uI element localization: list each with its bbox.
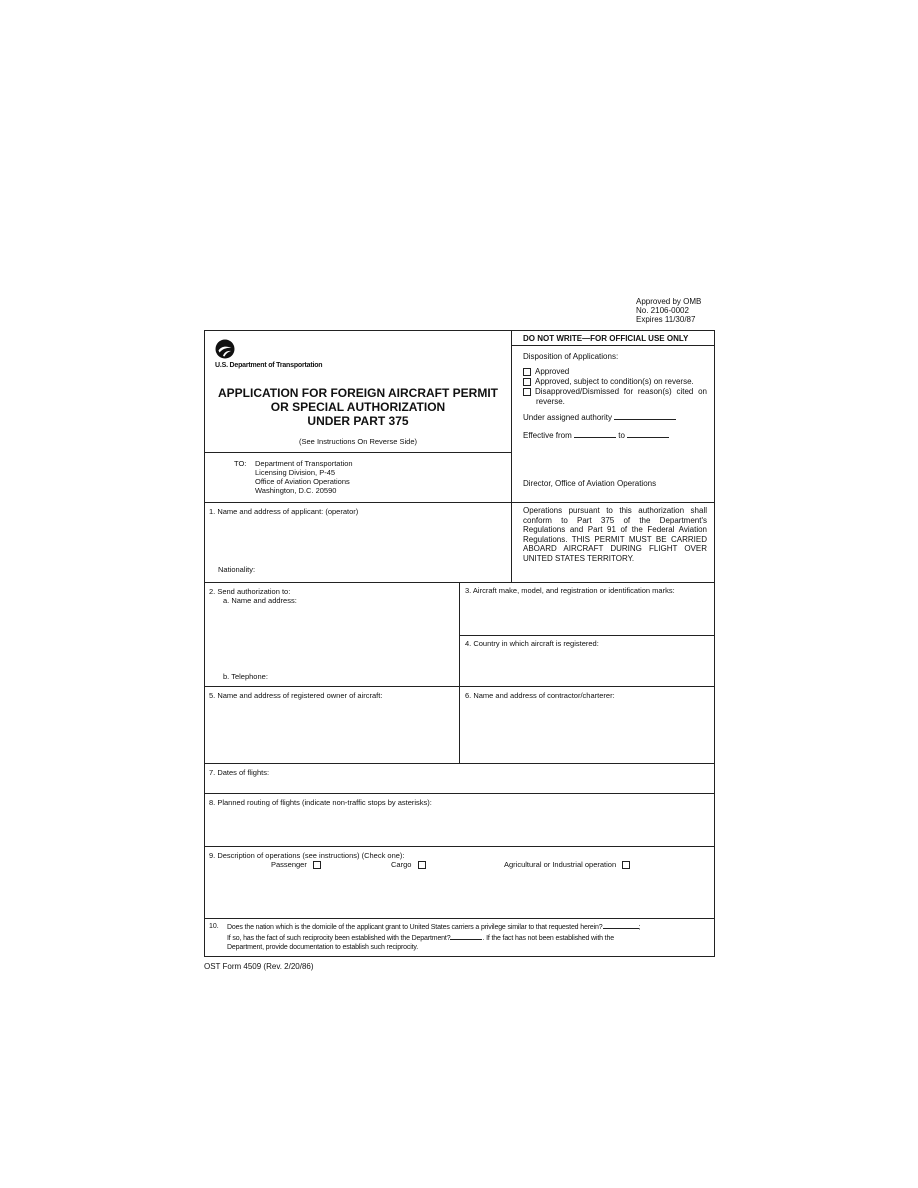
reciprocity-question: Does the nation which is the domicile of the applicant grant to United States carriers a privilege similar to that requested herein? — [227, 924, 603, 931]
agency-name: U.S. Department of Transportation — [215, 362, 323, 369]
reciprocity-answer-blank[interactable] — [603, 922, 639, 929]
form-number-footer: OST Form 4509 (Rev. 2/20/86) — [204, 962, 314, 971]
option-approved-conditions[interactable] — [523, 377, 707, 387]
authority-line — [523, 411, 707, 423]
option-cargo[interactable] — [391, 860, 430, 869]
field-2b-label: b. Telephone: — [223, 672, 268, 681]
omb-line-1: Approved by OMB — [636, 297, 702, 306]
agricultural-label: Agricultural or Industrial operation — [504, 860, 617, 869]
effective-from-label: Effective from — [523, 431, 572, 440]
reciprocity-documentation: Department, provide documentation to establish such reciprocity. — [227, 944, 419, 951]
cargo-checkbox-icon[interactable] — [418, 861, 426, 869]
applicant-name-address-input[interactable] — [211, 517, 507, 562]
charterer-name-address-input[interactable] — [465, 702, 710, 760]
checkbox-icon[interactable] — [523, 378, 531, 386]
to-label: TO: — [234, 459, 247, 468]
aircraft-make-input[interactable] — [465, 597, 710, 631]
passenger-checkbox-icon[interactable] — [313, 861, 321, 869]
effective-to-blank[interactable] — [627, 429, 669, 438]
omb-approval — [636, 297, 701, 324]
disposition-section — [523, 352, 707, 441]
owner-name-address-input[interactable] — [211, 702, 455, 760]
field-1-label: 1. Name and address of applicant: (operator) — [209, 507, 359, 516]
field-2-label: 2. Send authorization to: — [209, 587, 291, 596]
option-conditions-label: Approved, subject to condition(s) on reverse. — [535, 377, 694, 386]
checkbox-icon[interactable] — [523, 388, 531, 396]
option-disapproved[interactable] — [523, 387, 707, 407]
to-address — [255, 459, 353, 495]
dot-logo-icon — [215, 339, 235, 359]
director-title: Director, Office of Aviation Operations — [523, 479, 657, 488]
field-10-text: Does the nation which is the domicile of the applicant grant to United States carriers a privilege similar to that requested herein? ; If so, has the fact of such reciprocity been established with the Department? . If the fact has not been established with the Department, provide documentation to establish such reciprocity. — [227, 922, 711, 953]
effective-line — [523, 429, 707, 441]
reciprocity-established-question: If so, has the fact of such reciprocity been established with the Department? — [227, 934, 451, 942]
nationality-label: Nationality: — [218, 565, 256, 574]
option-passenger[interactable] — [271, 860, 325, 869]
reciprocity-note: If the fact has not been established with the — [486, 934, 614, 942]
field-4-label: 4. Country in which aircraft is registered: — [465, 639, 599, 648]
checkbox-icon[interactable] — [523, 368, 531, 376]
title-line-1: APPLICATION FOR FOREIGN AIRCRAFT PERMIT — [218, 386, 498, 400]
agricultural-checkbox-icon[interactable] — [622, 861, 630, 869]
to-line-2: Licensing Division, P-45 — [255, 468, 336, 477]
authority-label: Under assigned authority — [523, 413, 612, 422]
reciprocity-established-blank[interactable] — [450, 933, 482, 940]
title-line-3: UNDER PART 375 — [307, 414, 409, 428]
field-6-label: 6. Name and address of contractor/charterer: — [465, 691, 615, 700]
send-to-name-address-input[interactable] — [223, 607, 453, 667]
application-form — [204, 330, 715, 957]
effective-from-blank[interactable] — [574, 429, 616, 438]
field-10-number: 10. — [209, 923, 219, 930]
country-registered-input[interactable] — [465, 650, 710, 682]
effective-to-label: to — [618, 431, 625, 440]
passenger-label: Passenger — [271, 860, 307, 869]
option-approved-label: Approved — [535, 367, 570, 376]
official-use-heading: DO NOT WRITE—FOR OFFICIAL USE ONLY — [523, 334, 689, 343]
option-agricultural[interactable] — [504, 860, 634, 869]
to-line-4: Washington, D.C. 20590 — [255, 486, 337, 495]
field-8-label: 8. Planned routing of flights (indicate non-traffic stops by asterisks): — [209, 798, 432, 807]
field-7-label: 7. Dates of flights: — [209, 768, 270, 777]
option-disapproved-label: Disapproved/Dismissed for reason(s) cited on reverse. — [535, 387, 707, 406]
omb-line-3: Expires 11/30/87 — [636, 315, 696, 324]
routing-input[interactable] — [211, 809, 710, 843]
field-9-label: 9. Description of operations (see instructions) (Check one): — [209, 851, 405, 860]
field-2a-label: a. Name and address: — [223, 596, 297, 605]
to-line-3: Office of Aviation Operations — [255, 477, 350, 486]
option-approved[interactable] — [523, 367, 707, 377]
flight-dates-input[interactable] — [285, 767, 710, 789]
title-line-2: OR SPECIAL AUTHORIZATION — [270, 400, 446, 414]
permit-notice: Operations pursuant to this authorization shall conform to Part 375 of the Department's Regulations and Part 91 of the Federal Aviation Regulations. THIS PERMIT MUST BE CARRIED ABOARD AIRCRAFT DURING FLIGHT OVER UNITED STATES TERRITORY. — [523, 506, 707, 563]
field-5-label: 5. Name and address of registered owner of aircraft: — [209, 691, 383, 700]
form-title — [205, 386, 511, 428]
instructions-note: (See Instructions On Reverse Side) — [299, 437, 417, 446]
authority-blank[interactable] — [614, 411, 676, 420]
disposition-label: Disposition of Applications: — [523, 352, 619, 361]
to-line-1: Department of Transportation — [255, 459, 353, 468]
cargo-label: Cargo — [391, 860, 412, 869]
omb-line-2: No. 2106-0002 — [636, 306, 689, 315]
field-3-label: 3. Aircraft make, model, and registration or identification marks: — [465, 586, 675, 595]
